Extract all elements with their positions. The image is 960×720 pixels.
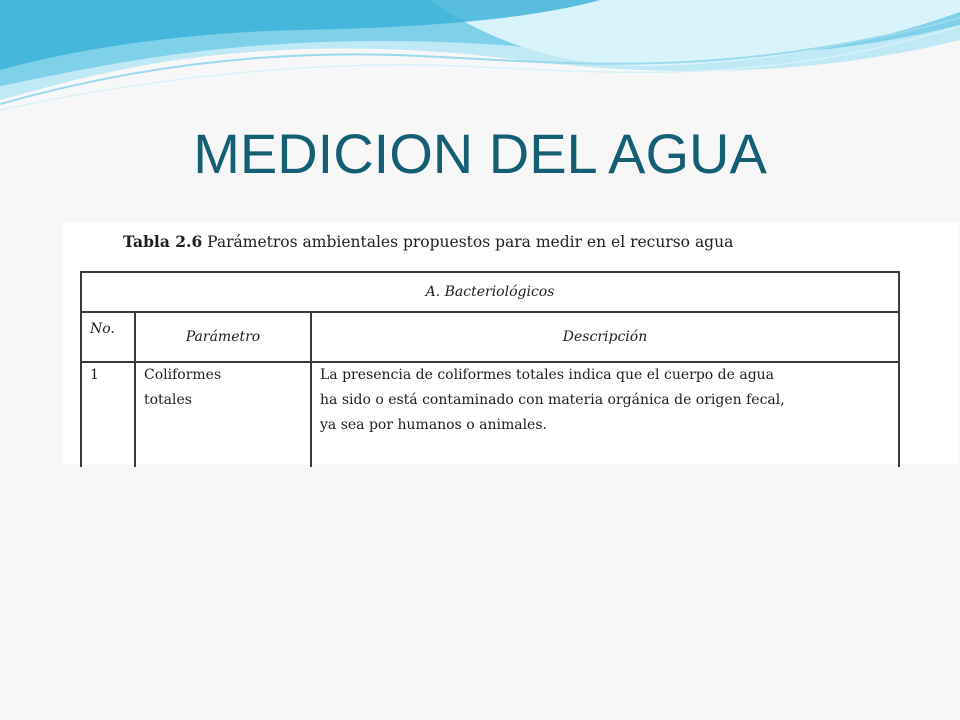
table-caption-text: Parámetros ambientales propuestos para medir en el recurso agua [207, 233, 734, 251]
cell-descripcion [311, 362, 899, 467]
descripcion-line: La presencia de coliformes totales indica que el cuerpo de agua [320, 367, 775, 383]
parameters-table [80, 271, 900, 467]
parametro-line: Coliformes [144, 367, 222, 383]
cell-no: 1 [81, 362, 135, 467]
cell-parametro [135, 362, 311, 467]
table-image [63, 222, 958, 464]
slide-title: MEDICION DEL AGUA [193, 122, 767, 185]
section-header-row [81, 272, 899, 312]
table-row [81, 362, 899, 467]
section-header: A. Bacteriológicos [81, 272, 899, 312]
descripcion-line: ya sea por humanos o animales. [320, 417, 547, 433]
descripcion-line: ha sido o está contaminado con materia orgánica de origen fecal, [320, 392, 785, 408]
table-caption [123, 232, 923, 251]
table-caption-number: Tabla 2.6 [123, 232, 203, 251]
header-wave-decoration [0, 0, 960, 120]
column-header-row [81, 312, 899, 362]
header-parametro: Parámetro [135, 312, 311, 362]
header-no: No. [81, 312, 135, 362]
parametro-line: totales [144, 392, 192, 408]
header-descripcion: Descripción [311, 312, 899, 362]
